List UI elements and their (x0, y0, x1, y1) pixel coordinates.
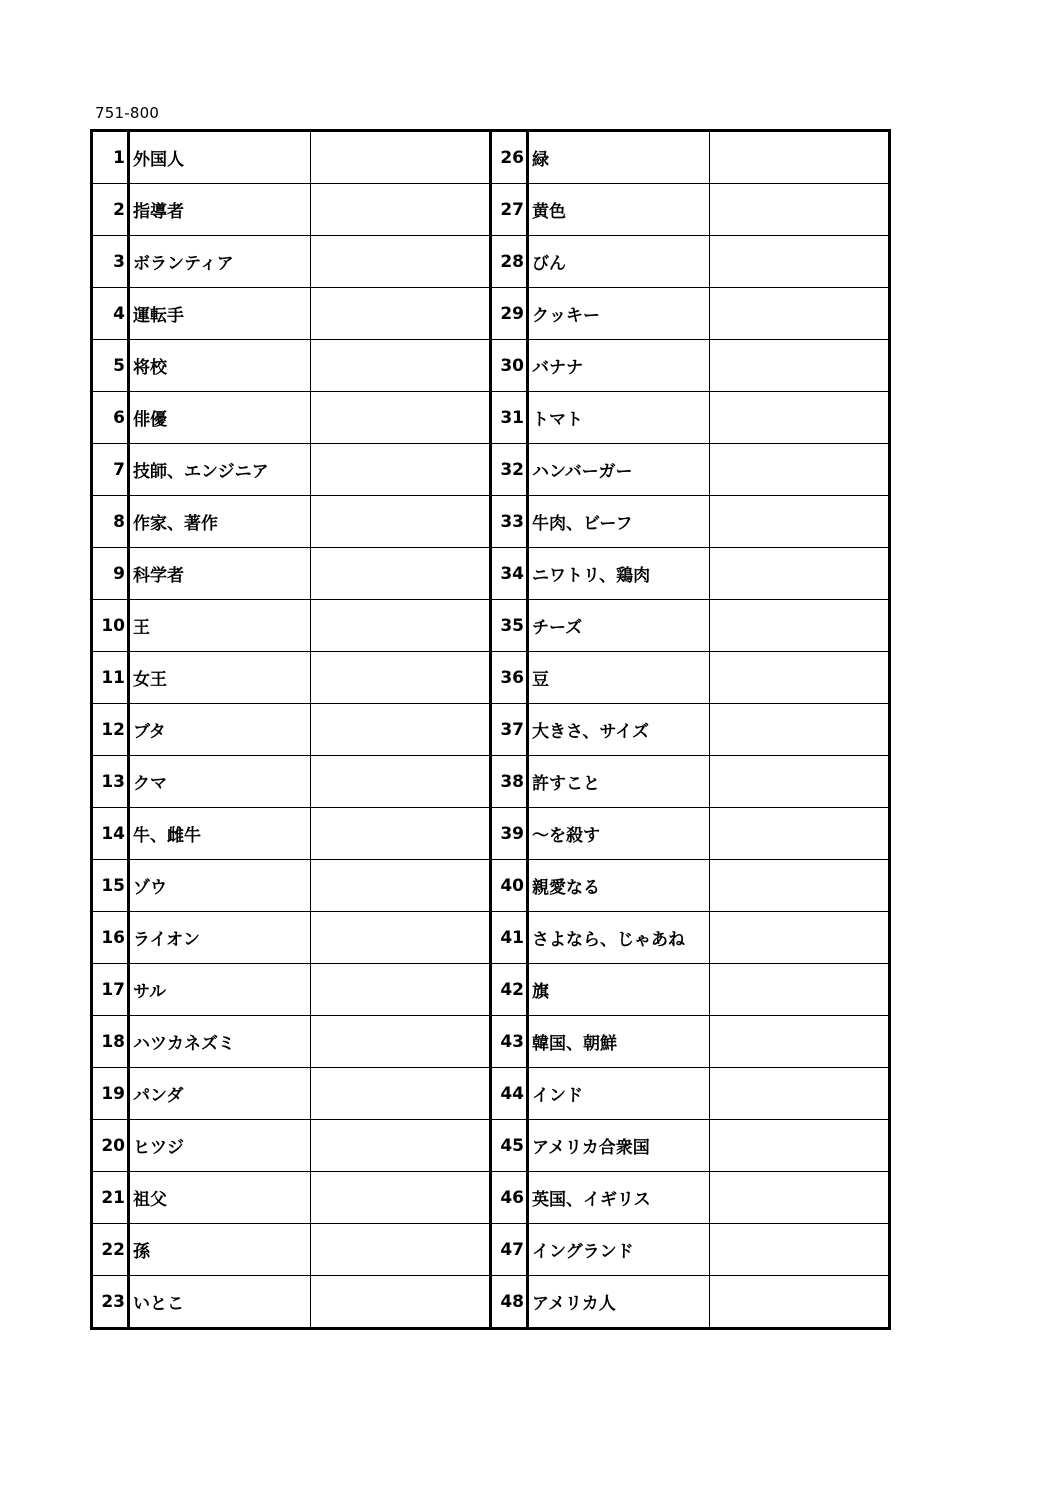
answer-cell-right[interactable] (710, 1120, 890, 1172)
answer-cell-left[interactable] (311, 652, 491, 704)
item-word-left: 祖父 (129, 1172, 311, 1224)
answer-cell-right[interactable] (710, 392, 890, 444)
item-word-left: ブタ (129, 704, 311, 756)
item-word-left: 牛、雌牛 (129, 808, 311, 860)
answer-cell-left[interactable] (311, 756, 491, 808)
item-word-left: ゾウ (129, 860, 311, 912)
item-number-left: 10 (92, 600, 129, 652)
table-row (92, 496, 890, 548)
item-number-right: 43 (491, 1016, 528, 1068)
answer-cell-left[interactable] (311, 964, 491, 1016)
answer-cell-right[interactable] (710, 964, 890, 1016)
table-row (92, 808, 890, 860)
answer-cell-right[interactable] (710, 131, 890, 184)
table-row (92, 340, 890, 392)
answer-cell-right[interactable] (710, 860, 890, 912)
table-row (92, 1016, 890, 1068)
table-row (92, 184, 890, 236)
item-word-left: 運転手 (129, 288, 311, 340)
item-number-right: 46 (491, 1172, 528, 1224)
item-word-right: クッキー (528, 288, 710, 340)
item-word-right: 緑 (528, 131, 710, 184)
item-word-right: アメリカ合衆国 (528, 1120, 710, 1172)
item-word-right: 許すこと (528, 756, 710, 808)
table-row (92, 548, 890, 600)
item-word-right: 旗 (528, 964, 710, 1016)
item-word-right: ～を殺す (528, 808, 710, 860)
item-word-right: 韓国、朝鮮 (528, 1016, 710, 1068)
answer-cell-right[interactable] (710, 548, 890, 600)
item-word-left: ライオン (129, 912, 311, 964)
item-word-right: ニワトリ、鶏肉 (528, 548, 710, 600)
item-number-left: 19 (92, 1068, 129, 1120)
item-word-right: バナナ (528, 340, 710, 392)
item-number-right: 33 (491, 496, 528, 548)
answer-cell-left[interactable] (311, 392, 491, 444)
item-word-right: 豆 (528, 652, 710, 704)
item-word-left: 指導者 (129, 184, 311, 236)
item-word-right: アメリカ人 (528, 1276, 710, 1329)
table-row (92, 392, 890, 444)
item-number-left: 3 (92, 236, 129, 288)
item-word-right: トマト (528, 392, 710, 444)
table-row (92, 860, 890, 912)
table-row (92, 600, 890, 652)
item-word-left: 王 (129, 600, 311, 652)
item-word-right: ハンバーガー (528, 444, 710, 496)
table-row (92, 1224, 890, 1276)
item-number-right: 35 (491, 600, 528, 652)
item-number-right: 37 (491, 704, 528, 756)
item-number-left: 13 (92, 756, 129, 808)
table-row (92, 131, 890, 184)
item-number-right: 40 (491, 860, 528, 912)
item-word-left: 科学者 (129, 548, 311, 600)
item-word-left: 女王 (129, 652, 311, 704)
answer-cell-right[interactable] (710, 808, 890, 860)
item-number-left: 4 (92, 288, 129, 340)
item-number-left: 18 (92, 1016, 129, 1068)
item-number-right: 47 (491, 1224, 528, 1276)
item-number-left: 17 (92, 964, 129, 1016)
item-number-right: 48 (491, 1276, 528, 1329)
table-row (92, 912, 890, 964)
item-number-right: 27 (491, 184, 528, 236)
answer-cell-right[interactable] (710, 496, 890, 548)
table-row (92, 704, 890, 756)
answer-cell-left[interactable] (311, 236, 491, 288)
item-word-right: さよなら、じゃあね (528, 912, 710, 964)
item-number-right: 26 (491, 131, 528, 184)
page-range-label: 751-800 (95, 104, 160, 122)
answer-cell-right[interactable] (710, 600, 890, 652)
item-number-left: 11 (92, 652, 129, 704)
table-row (92, 1276, 890, 1329)
item-number-left: 21 (92, 1172, 129, 1224)
item-number-left: 16 (92, 912, 129, 964)
vocabulary-table-body (92, 131, 890, 1329)
item-word-left: パンダ (129, 1068, 311, 1120)
answer-cell-left[interactable] (311, 808, 491, 860)
item-number-right: 42 (491, 964, 528, 1016)
table-row (92, 288, 890, 340)
answer-cell-left[interactable] (311, 600, 491, 652)
item-number-left: 22 (92, 1224, 129, 1276)
answer-cell-left[interactable] (311, 1120, 491, 1172)
answer-cell-right[interactable] (710, 704, 890, 756)
item-number-right: 34 (491, 548, 528, 600)
table-row (92, 1120, 890, 1172)
answer-cell-right[interactable] (710, 756, 890, 808)
item-word-left: 孫 (129, 1224, 311, 1276)
answer-cell-right[interactable] (710, 1276, 890, 1329)
answer-cell-left[interactable] (311, 496, 491, 548)
item-number-left: 1 (92, 131, 129, 184)
item-number-right: 38 (491, 756, 528, 808)
answer-cell-right[interactable] (710, 1016, 890, 1068)
table-row (92, 652, 890, 704)
answer-cell-left[interactable] (311, 1276, 491, 1329)
item-number-left: 5 (92, 340, 129, 392)
answer-cell-right[interactable] (710, 1172, 890, 1224)
table-row (92, 964, 890, 1016)
item-word-left: クマ (129, 756, 311, 808)
answer-cell-right[interactable] (710, 1224, 890, 1276)
answer-cell-right[interactable] (710, 444, 890, 496)
item-word-left: 技師、エンジニア (129, 444, 311, 496)
answer-cell-right[interactable] (710, 288, 890, 340)
item-number-left: 7 (92, 444, 129, 496)
item-word-right: チーズ (528, 600, 710, 652)
item-number-right: 29 (491, 288, 528, 340)
item-word-left: ヒツジ (129, 1120, 311, 1172)
item-number-right: 36 (491, 652, 528, 704)
item-word-left: 将校 (129, 340, 311, 392)
answer-cell-right[interactable] (710, 652, 890, 704)
item-number-right: 31 (491, 392, 528, 444)
item-number-left: 9 (92, 548, 129, 600)
item-word-left: 俳優 (129, 392, 311, 444)
item-word-left: 作家、著作 (129, 496, 311, 548)
table-row (92, 236, 890, 288)
item-word-left: サル (129, 964, 311, 1016)
answer-cell-left[interactable] (311, 288, 491, 340)
answer-cell-left[interactable] (311, 548, 491, 600)
answer-cell-left[interactable] (311, 912, 491, 964)
vocabulary-table (90, 129, 891, 1330)
item-number-right: 41 (491, 912, 528, 964)
item-number-left: 2 (92, 184, 129, 236)
answer-cell-left[interactable] (311, 444, 491, 496)
item-word-right: 大きさ、サイズ (528, 704, 710, 756)
item-number-right: 39 (491, 808, 528, 860)
item-word-right: 黄色 (528, 184, 710, 236)
answer-cell-right[interactable] (710, 912, 890, 964)
item-number-left: 6 (92, 392, 129, 444)
item-word-right: 親愛なる (528, 860, 710, 912)
item-number-left: 8 (92, 496, 129, 548)
item-word-right: イングランド (528, 1224, 710, 1276)
item-number-right: 30 (491, 340, 528, 392)
answer-cell-left[interactable] (311, 1172, 491, 1224)
answer-cell-right[interactable] (710, 236, 890, 288)
item-number-left: 14 (92, 808, 129, 860)
table-row (92, 1172, 890, 1224)
item-number-left: 20 (92, 1120, 129, 1172)
answer-cell-left[interactable] (311, 1016, 491, 1068)
item-word-left: いとこ (129, 1276, 311, 1329)
item-word-right: 牛肉、ビーフ (528, 496, 710, 548)
answer-cell-right[interactable] (710, 184, 890, 236)
item-number-left: 15 (92, 860, 129, 912)
answer-cell-right[interactable] (710, 340, 890, 392)
table-row (92, 444, 890, 496)
table-row (92, 756, 890, 808)
item-word-left: 外国人 (129, 131, 311, 184)
answer-cell-left[interactable] (311, 131, 491, 184)
answer-cell-right[interactable] (710, 1068, 890, 1120)
item-number-right: 28 (491, 236, 528, 288)
answer-cell-left[interactable] (311, 704, 491, 756)
item-number-left: 12 (92, 704, 129, 756)
item-word-right: びん (528, 236, 710, 288)
answer-cell-left[interactable] (311, 1068, 491, 1120)
item-word-right: インド (528, 1068, 710, 1120)
item-word-left: ハツカネズミ (129, 1016, 311, 1068)
answer-cell-left[interactable] (311, 1224, 491, 1276)
answer-cell-left[interactable] (311, 860, 491, 912)
item-number-right: 32 (491, 444, 528, 496)
answer-cell-left[interactable] (311, 340, 491, 392)
item-number-right: 44 (491, 1068, 528, 1120)
item-number-right: 45 (491, 1120, 528, 1172)
item-word-right: 英国、イギリス (528, 1172, 710, 1224)
answer-cell-left[interactable] (311, 184, 491, 236)
table-row (92, 1068, 890, 1120)
item-number-left: 23 (92, 1276, 129, 1329)
item-word-left: ボランティア (129, 236, 311, 288)
